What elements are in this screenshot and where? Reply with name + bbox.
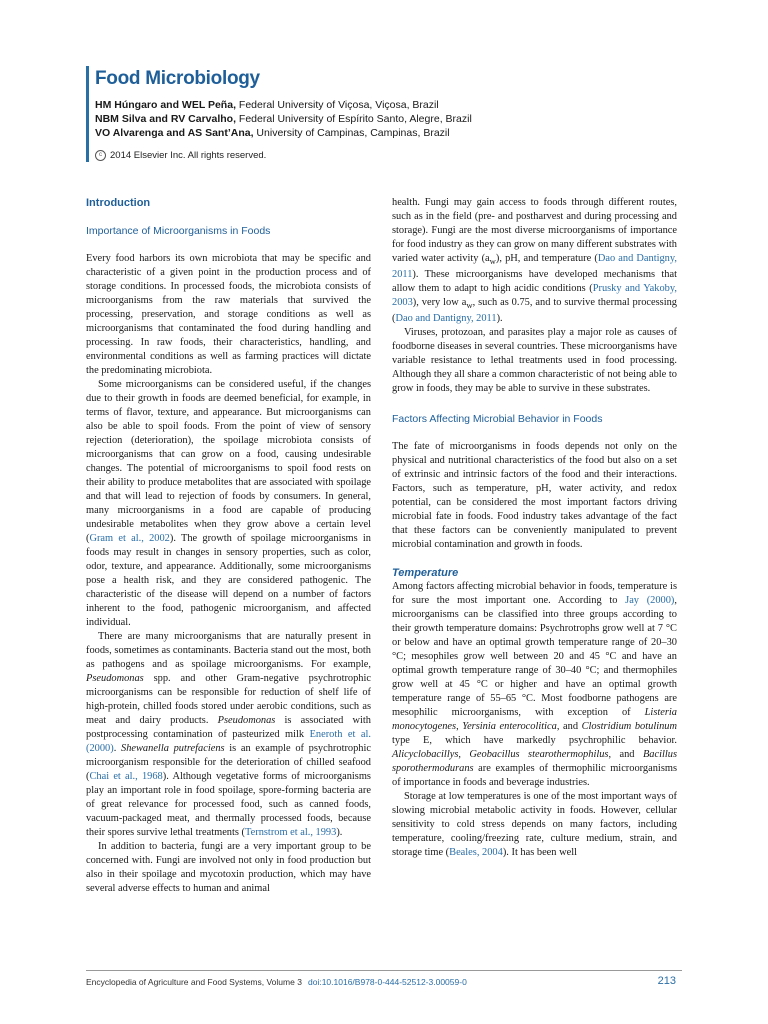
text-run: , microorganisms can be classified into three groups according to their growth temperature domains: Psychrotrophs grow well at 7 °C or below and have an optimal growth temperature range of 20–30 °C; mesophiles grow well between 20 and 45 °C and have an optimal growth temperature range of 30–40 °C; and thermophiles grow well at 45 °C or higher and have an optimal growth temperature range of 55–65 °C. Most foodborne pathogens are mesophilic microorganisms, with exception of (392, 595, 677, 719)
text-run: Storage at low temperatures is one of the most important ways of slowing microbial metabolic activity in foods. However, cellular sensitivity to cold stress depends on many factors, including temperature, cooling/freezing rate, culture medium, strain, and storage time ( (392, 791, 677, 859)
text-run: ). It has been well (502, 847, 577, 859)
author-line (95, 98, 715, 112)
paragraph (392, 790, 677, 860)
author-names: HM Húngaro and WEL Peña, (95, 99, 236, 111)
citation-link[interactable]: Jay (2000) (625, 595, 675, 607)
text-run: Some microorganisms can be considered useful, if the changes due to their growth in foods are deemed beneficial, for example, in terms of flavor, texture, and appearance. But microorganisms can also be able to spoil foods. From the point of view of sensory rejection (deterioration), the spoilage microbiota consists of microorganisms that can grow on a food, causing undesirable changes. The potential of microorganisms to spoil food rests on their ability to produce metabolites that are associated with spoilage and that will lead to rejection of foods by consumers. In general, many microorganisms in a food are capable of producing undesirable metabolites when they grow above a certain level ( (86, 379, 371, 544)
author-affiliation: Federal University of Viçosa, Viçosa, Brazil (235, 99, 439, 111)
journal-citation: Encyclopedia of Agriculture and Food Systems, Volume 3 (86, 977, 302, 987)
species-name: Listeria monocytogenes (392, 707, 677, 733)
right-column (392, 196, 677, 860)
text-run: There are many microorganisms that are naturally present in foods, sometimes as contaminants. Bacteria stand out the most, both as pathogens and as spoilage microorganisms. For example, (86, 631, 371, 670)
species-name: Shewanella putrefaciens (121, 743, 225, 754)
paragraph: The fate of microorganisms in foods depends not only on the physical and nutritional characteristics of the food but also on a set of extrinsic and intrinsic factors of the food and their interactions. Factors, such as temperature, pH, water activity, and redox potential, can be considered the most important factors driving microbial fate in foods. Food industry takes advantage of the fact that these factors can be conveniently manipulated to prevent microbial contamination and growth in foods. (392, 441, 677, 551)
subscript: w (489, 256, 496, 267)
section-heading-introduction: Introduction (86, 197, 151, 209)
text-run: . (113, 743, 121, 754)
citation-link[interactable]: Ternstrom et al., 1993 (245, 827, 337, 838)
paragraph (392, 580, 677, 790)
text-run: health. Fungi may gain access to foods through different routes, such as in the field (pre- and postharvest and during processing and storage). Fungi are the most diverse microorganisms of importance for food industry as they can grow on many different substrates with varied water activity (a (392, 197, 677, 264)
text-run: , (458, 749, 470, 761)
text-run: , such as 0.75, and to survive thermal processing ( (392, 297, 677, 325)
text-run: , and (608, 749, 643, 761)
text-run: ). (496, 313, 503, 325)
text-run: , and (556, 721, 582, 733)
copyright-text: 2014 Elsevier Inc. All rights reserved. (110, 150, 267, 161)
species-name: Clostridium botulinum (581, 721, 677, 733)
species-name: Alicyclobacillys (392, 749, 459, 761)
citation-link[interactable]: Dao and Dantigny, 2011 (392, 253, 677, 281)
text-run: ). These microorganisms have developed mechanisms that allow them to adapt to high acidic conditions ( (392, 269, 677, 295)
title-accent-bar (86, 66, 89, 162)
species-name: Pseudomonas (217, 715, 276, 726)
subsection-heading-temperature: Temperature (392, 567, 459, 580)
subscript: w (466, 300, 473, 311)
species-name: Yersinia enterocolitica (462, 721, 557, 733)
citation-link[interactable]: Prusky and Yakoby, 2003 (392, 283, 677, 309)
text-run: type E, which have markedly psychrophilic behavior. (392, 735, 677, 747)
species-name: Pseudomonas (86, 673, 144, 684)
author-list (95, 98, 715, 140)
copyright-notice (95, 150, 266, 161)
paragraph (86, 630, 371, 840)
doi-link[interactable]: doi:10.1016/B978-0-444-52512-3.00059-0 (308, 977, 467, 987)
text-run: , (456, 721, 463, 733)
subsection-heading-importance: Importance of Microorganisms in Foods (86, 225, 271, 237)
citation-link[interactable]: Dao and Dantigny, 2011 (395, 313, 497, 325)
text-run: is associated with postprocessing contamination of pasteurized milk (86, 715, 371, 740)
paragraph (392, 196, 677, 326)
copyright-icon: c (95, 150, 106, 161)
citation-link[interactable]: Eneroth et al. (2000) (86, 729, 371, 754)
species-name: Bacillus sporothermodurans (392, 749, 677, 775)
paragraph: In addition to bacteria, fungi are a very important group to be concerned with. Fungi are involved not only in food production but also in their spoilage and mycotoxin production, which may have several adverse effects to human and animal (86, 841, 371, 894)
text-run: ). Although vegetative forms of microorganisms play an important role in food spoilage, spore-forming bacteria are of great relevance for processed food, such as canned foods, vacuum-packaged meat, and thermally processed foods, because their spores survive lethal treatments ( (86, 771, 371, 838)
text-run: spp. and other Gram-negative psychrotrophic microorganisms can be responsible for reduction of shelf life of high-protein, chilled foods stored under aerobic conditions, such as meat and dairy products. (86, 673, 371, 726)
citation-link[interactable]: Chai et al., 1968 (89, 771, 163, 782)
text-run: ), pH, and temperature ( (495, 253, 598, 264)
text-run: Among factors affecting microbial behavior in foods, temperature is for sure the most important one. According to (392, 581, 677, 607)
author-affiliation: University of Campinas, Campinas, Brazil (253, 127, 450, 139)
footer-divider (86, 970, 682, 971)
text-run: ). The growth of spoilage microorganisms in foods may result in changes in sensory properties, such as color, odor, texture, and appearance. Additionally, some microorganisms pose a health risk, and they are considered pathogenic. The characteristic of the disease will depend on a number of factors inherent to the food, pathogenic microorganism, and affected individual. (86, 533, 371, 628)
citation-link[interactable]: Gram et al., 2002 (89, 533, 170, 544)
author-affiliation: Federal University of Espírito Santo, Alegre, Brazil (236, 113, 472, 125)
author-line (95, 112, 715, 126)
left-column (86, 196, 371, 896)
page-number: 213 (657, 975, 676, 987)
text-run: ), very low a (412, 297, 467, 309)
author-names: VO Alvarenga and AS Sant’Ana, (95, 127, 254, 139)
author-line (95, 126, 715, 140)
paragraph: Every food harbors its own microbiota that may be specific and characteristic of a given point in the production process and of storage conditions. In processed foods, the microbiota consists of microorganisms from the raw materials that survived the processing, preservation, and storage conditions as well as microorganisms that contaminated the food during handling and processing. In raw foods, their characteristics, handling, and environmental conditions as well as farming practices will dictate the predominating microbiota. (86, 253, 371, 376)
citation-link[interactable]: Beales, 2004 (449, 847, 503, 859)
text-run: are examples of thermophilic microorganisms of importance in foods and beverage industries. (392, 763, 677, 789)
article-title: Food Microbiology (95, 68, 260, 89)
paragraph (86, 378, 371, 630)
subsection-heading-factors: Factors Affecting Microbial Behavior in Foods (392, 413, 603, 426)
text-run: ). (336, 827, 343, 838)
species-name: Geobacillus stearothermophilus (469, 749, 609, 761)
author-names: NBM Silva and RV Carvalho, (95, 113, 237, 125)
text-run: is an example of psychrotrophic microorganism responsible for the deterioration of chilled seafood ( (86, 743, 372, 782)
paragraph: Viruses, protozoan, and parasites play a major role as causes of foodborne diseases in several countries. These microorganisms have variable resistance to lethal treatments used in food processing. Although they all share a common characteristic of not being able to grow in foods, they may be able to survive in these substrates. (392, 327, 677, 395)
